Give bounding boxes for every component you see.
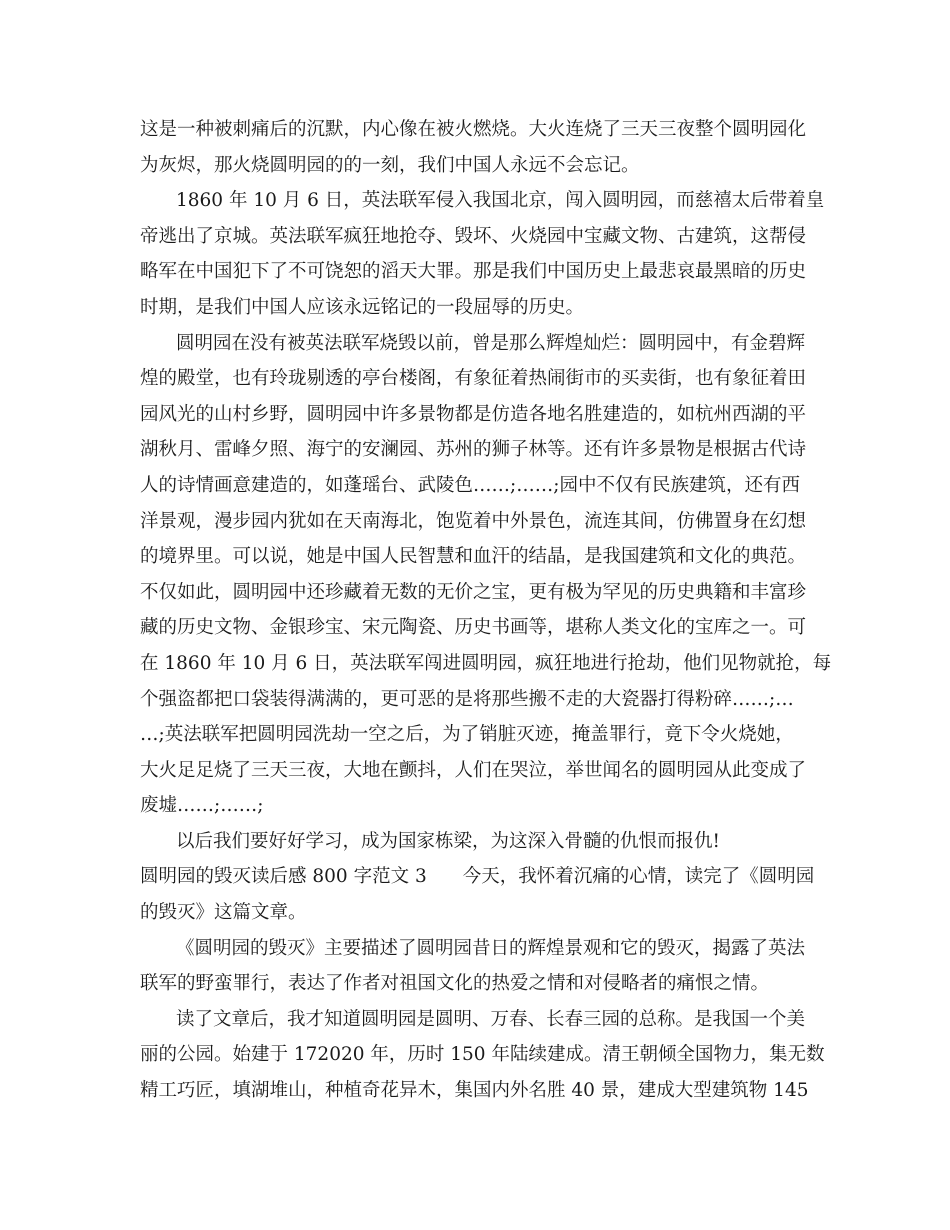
text-line — [140, 1037, 825, 1073]
text-line — [140, 183, 825, 219]
text-line-content: 的毁灭》这篇文章。 — [140, 902, 307, 924]
text-line-content: 圆明园的毁灭读后感 800 字范文 3 — [140, 866, 427, 888]
text-line-content: 这是一种被刺痛后的沉默，内心像在被火燃烧。大火连烧了三天三夜整个圆明园化 — [140, 119, 807, 140]
text-line-content: 的境界里。可以说，她是中国人民智慧和血汗的结晶，是我国建筑和文化的典范。 — [140, 546, 807, 568]
text-line — [140, 717, 822, 753]
text-line — [140, 148, 822, 184]
text-line — [140, 966, 822, 1002]
text-line — [140, 682, 822, 718]
text-line — [140, 610, 822, 646]
text-line — [140, 753, 822, 789]
text-line — [140, 859, 822, 895]
text-line — [140, 219, 822, 255]
text-line-content: 读了文章后，我才知道圆明园是圆明、万春、长春三园的总称。是我国一个美 — [176, 1008, 806, 1030]
text-line — [140, 504, 822, 540]
text-line-content: …;英法联军把圆明园洗劫一空之后，为了销脏灭迹，掩盖罪行，竟下令火烧她， — [140, 724, 794, 746]
text-line-content: 在 1860 年 10 月 6 日，英法联军闯进圆明园，疯狂地进行抢劫，他们见物就抢，每 — [140, 652, 832, 674]
text-line — [140, 254, 822, 290]
text-line — [140, 112, 822, 148]
text-line-tail: 今天，我怀着沉痛的心情，读完了《圆明园 — [462, 866, 815, 888]
text-line-content: 园风光的山村乡野，圆明园中许多景物都是仿造各地名胜建造的，如杭州西湖的平 — [140, 403, 807, 425]
text-line-content: 不仅如此，圆明园中还珍藏着无数的无价之宝，更有极为罕见的历史典籍和丰富珍 — [140, 581, 807, 603]
text-line-content: 废墟……;……; — [140, 795, 264, 817]
text-line — [140, 468, 822, 504]
text-line-content: 精工巧匠，填湖堆山，种植奇花异木，集国内外名胜 40 景，建成大型建筑物 145 — [140, 1080, 809, 1102]
text-line-content: 1860 年 10 月 6 日，英法联军侵入我国北京，闯入圆明园，而慈禧太后带着皇 — [176, 190, 825, 212]
text-line — [140, 575, 822, 611]
text-line-content: 个强盗都把口袋装得满满的，更可恶的是将那些搬不走的大瓷器打得粉碎……;… — [140, 688, 794, 710]
text-line — [140, 539, 822, 575]
text-line-content: 人的诗情画意建造的，如蓬瑶台、武陵色……;……;园中不仅有民族建筑，还有西 — [140, 474, 800, 496]
text-line-content: 时期，是我们中国人应该永远铭记的一段屈辱的历史。 — [140, 296, 585, 318]
text-line-content: 以后我们要好好学习，成为国家栋梁，为这深入骨髓的仇恨而报仇! — [176, 830, 720, 852]
text-line — [140, 931, 822, 967]
text-line — [140, 326, 822, 362]
text-line — [140, 646, 832, 682]
text-line-content: 丽的公园。始建于 172020 年，历时 150 年陆续建成。清王朝倾全国物力，集无数 — [140, 1044, 825, 1066]
text-line — [140, 824, 822, 860]
text-line — [140, 1002, 822, 1038]
text-line-content: 煌的殿堂，也有玲珑剔透的亭台楼阁，有象征着热闹街市的买卖街，也有象征着田 — [140, 368, 807, 390]
text-line-content: 联军的野蛮罪行，表达了作者对祖国文化的热爱之情和对侵略者的痛恨之情。 — [140, 973, 770, 995]
text-line-content: 洋景观，漫步园内犹如在天南海北，饱览着中外景色，流连其间，仿佛置身在幻想 — [140, 510, 807, 532]
text-line — [140, 432, 822, 468]
text-line-content: 《圆明园的毁灭》主要描述了圆明园昔日的辉煌景观和它的毁灭，揭露了英法 — [176, 937, 806, 959]
text-line-content: 略军在中国犯下了不可饶恕的滔天大罪。那是我们中国历史上最悲哀最黑暗的历史 — [140, 261, 807, 283]
text-line-content: 湖秋月、雷峰夕照、海宁的安澜园、苏州的狮子林等。还有许多景物是根据古代诗 — [140, 439, 807, 461]
text-line — [140, 895, 822, 931]
text-line — [140, 1073, 822, 1109]
text-line-content: 大火足足烧了三天三夜，大地在颤抖，人们在哭泣，举世闻名的圆明园从此变成了 — [140, 759, 807, 781]
document-body — [140, 112, 832, 1109]
text-line — [140, 290, 822, 326]
text-line — [140, 397, 822, 433]
text-line-content: 藏的历史文物、金银珍宝、宋元陶瓷、历史书画等，堪称人类文化的宝库之一。可 — [140, 617, 807, 639]
text-line-content: 圆明园在没有被英法联军烧毁以前，曾是那么辉煌灿烂：圆明园中，有金碧辉 — [176, 332, 806, 354]
text-line — [140, 788, 822, 824]
text-line-content: 为灰烬，那火烧圆明园的的一刻，我们中国人永远不会忘记。 — [140, 154, 640, 176]
text-line — [140, 361, 822, 397]
text-line-content: 帝逃出了京城。英法联军疯狂地抢夺、毁坏、火烧园中宝藏文物、古建筑，这帮侵 — [140, 225, 807, 247]
